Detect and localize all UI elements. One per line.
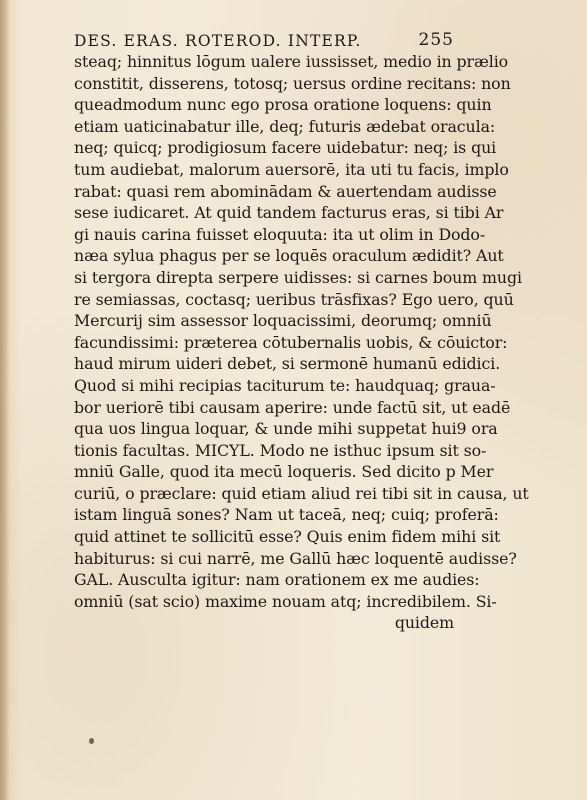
catchword: quidem: [394, 613, 454, 633]
text-line: re semiassas, coctasq; ueribus trāsfixas? Ego uero, quū: [74, 289, 514, 309]
text-line: qua uos lingua loquar, & unde mihi suppetat hui9 ora: [74, 419, 498, 439]
text-line: quid attinet te sollicitū esse? Quis enim fidem mihi sit: [74, 527, 501, 547]
text-line: haud mirum uideri debet, si sermonē humanū edidici.: [74, 354, 501, 374]
text-line: Mercurij sim assessor loquacissimi, deorumq; omniū: [74, 311, 492, 331]
text-line: gi nauis carina fuisset eloquuta: ita ut olim in Dodo-: [74, 224, 486, 244]
text-line: queadmodum nunc ego prosa oratione loquens: quin: [74, 95, 492, 115]
text-line: constitit, disserens, totosq; uersus ordine recitans: non: [74, 73, 511, 93]
text-line: Quod si mihi recipias taciturum te: haudquaq; graua-: [74, 375, 496, 395]
text-line: omniū (sat scio) maxime nouam atq; incredibilem. Si-: [74, 591, 497, 611]
text-line: curiū, o præclare: quid etiam aliud rei tibi sit in causa, ut: [74, 483, 529, 503]
text-line: bor ueriorē tibi causam aperire: unde factū sit, ut eadē: [74, 397, 511, 417]
text-line: næa sylua phagus per se loquēs oraculum ædidit? Aut: [74, 246, 504, 266]
ink-spot: [89, 738, 94, 744]
text-line: steaq; hinnitus lōgum ualere iussisset, medio in prælio: [74, 52, 509, 71]
text-line: tum audiebat, malorum auersorē, ita uti tu facis, implo: [74, 159, 509, 179]
running-head: DES. ERAS. ROTEROD. INTERP.: [74, 32, 362, 50]
text-line: tionis facultas. MICYL. Modo ne isthuc ipsum sit so-: [74, 440, 487, 460]
text-line: istam linguā sones? Nam ut taceā, neq; cuiq; proferā:: [74, 505, 499, 525]
text-line: mniū Galle, quod ita mecū loqueris. Sed dicito p Mer: [74, 462, 494, 482]
text-line: sese iudicaret. At quid tandem facturus eras, si tibi Ar: [74, 203, 504, 223]
text-line: facundissimi: præterea cōtubernalis uobis, & cōuictor:: [74, 332, 508, 352]
text-line: GAL. Ausculta igitur: nam orationem ex me audies:: [74, 570, 480, 590]
page-gutter-shadow: [0, 0, 10, 800]
page-number: 255: [418, 30, 454, 50]
text-line: etiam uaticinabatur ille, deq; futuris ædebat oracula:: [74, 116, 496, 136]
text-line: habiturus: si cui narrē, me Gallū hæc loquentē audisse?: [74, 548, 517, 568]
text-block: [74, 51, 529, 634]
text-line: rabat: quasi rem abominādam & auertendam audisse: [74, 181, 497, 201]
text-line: si tergora direpta serpere uidisses: si carnes boum mugi: [74, 267, 522, 287]
text-line: neq; quicq; prodigiosum facere uidebatur: neq; is qui: [74, 138, 497, 158]
